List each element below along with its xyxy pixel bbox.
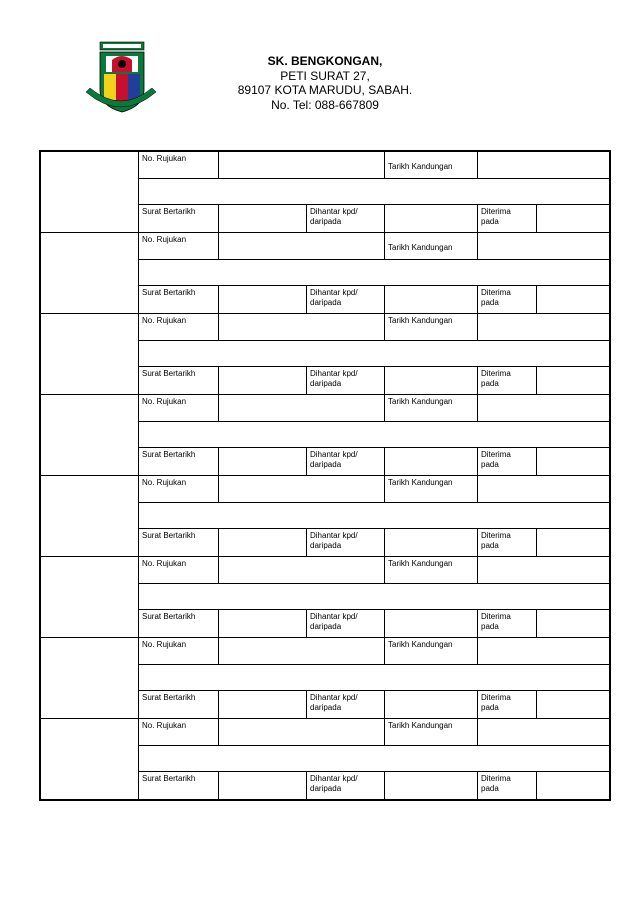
tarikh-label: Tarikh Kandungan [385,476,478,503]
dihantar-field[interactable] [385,772,478,799]
perkara-field[interactable] [139,179,611,205]
register-entry [41,394,609,475]
rujukan-field[interactable] [219,395,385,422]
entry-number-cell[interactable] [41,557,139,637]
register-entry [41,556,609,637]
surat-label: Surat Bertarikh [139,448,219,475]
rujukan-field[interactable] [219,233,385,260]
entry-number-cell[interactable] [41,152,139,232]
dihantar-label: Dihantar kpd/ daripada [307,286,385,313]
rujukan-field[interactable] [219,719,385,746]
dihantar-field[interactable] [385,367,478,394]
mail-register-table [39,150,611,801]
rujukan-label: No. Rujukan [139,152,219,179]
surat-label: Surat Bertarikh [139,610,219,637]
rujukan-label: No. Rujukan [139,395,219,422]
surat-label: Surat Bertarikh [139,367,219,394]
diterima-label: Diterima pada [478,367,537,394]
register-entry [41,152,609,232]
dihantar-label: Dihantar kpd/ daripada [307,691,385,718]
school-name: SK. BENGKONGAN, [267,54,383,68]
rujukan-label: No. Rujukan [139,233,219,260]
tarikh-label: Tarikh Kandungan [385,395,478,422]
tarikh-label: Tarikh Kandungan [385,314,478,341]
surat-field[interactable] [219,610,307,637]
tarikh-field[interactable] [478,638,611,665]
perkara-field[interactable] [139,341,611,367]
perkara-field[interactable] [139,584,611,610]
tarikh-field[interactable] [478,152,611,179]
register-entry [41,232,609,313]
entry-number-cell[interactable] [41,395,139,475]
surat-field[interactable] [219,448,307,475]
entry-number-cell[interactable] [41,233,139,313]
tarikh-label: Tarikh Kandungan [385,233,478,260]
school-crest-icon [86,38,156,124]
surat-field[interactable] [219,205,307,232]
dihantar-field[interactable] [385,529,478,556]
dihantar-field[interactable] [385,286,478,313]
dihantar-field[interactable] [385,205,478,232]
register-entry [41,313,609,394]
rujukan-label: No. Rujukan [139,719,219,746]
rujukan-label: No. Rujukan [139,476,219,503]
register-entry [41,637,609,718]
perkara-field[interactable] [139,746,611,772]
dihantar-label: Dihantar kpd/ daripada [307,529,385,556]
diterima-label: Diterima pada [478,772,537,799]
rujukan-field[interactable] [219,638,385,665]
perkara-field[interactable] [139,503,611,529]
dihantar-label: Dihantar kpd/ daripada [307,367,385,394]
diterima-label: Diterima pada [478,286,537,313]
rujukan-field[interactable] [219,152,385,179]
tarikh-field[interactable] [478,395,611,422]
tarikh-field[interactable] [478,233,611,260]
surat-field[interactable] [219,529,307,556]
surat-field[interactable] [219,286,307,313]
school-header [200,54,450,112]
tarikh-label: Tarikh Kandungan [385,557,478,584]
tarikh-label: Tarikh Kandungan [385,152,478,179]
diterima-field[interactable] [537,367,611,394]
tarikh-field[interactable] [478,557,611,584]
diterima-field[interactable] [537,529,611,556]
entry-number-cell[interactable] [41,638,139,718]
dihantar-label: Dihantar kpd/ daripada [307,610,385,637]
tarikh-label: Tarikh Kandungan [385,638,478,665]
surat-label: Surat Bertarikh [139,772,219,799]
dihantar-label: Dihantar kpd/ daripada [307,205,385,232]
tarikh-field[interactable] [478,314,611,341]
rujukan-field[interactable] [219,314,385,341]
diterima-field[interactable] [537,691,611,718]
surat-field[interactable] [219,367,307,394]
school-address-1: PETI SURAT 27, [280,68,370,83]
rujukan-label: No. Rujukan [139,638,219,665]
rujukan-label: No. Rujukan [139,557,219,584]
surat-label: Surat Bertarikh [139,691,219,718]
rujukan-label: No. Rujukan [139,314,219,341]
dihantar-field[interactable] [385,610,478,637]
entry-number-cell[interactable] [41,719,139,799]
diterima-field[interactable] [537,448,611,475]
surat-field[interactable] [219,772,307,799]
school-address-2: 89107 KOTA MARUDU, SABAH. [237,83,413,97]
dihantar-field[interactable] [385,448,478,475]
diterima-field[interactable] [537,772,611,799]
entry-number-cell[interactable] [41,314,139,394]
dihantar-label: Dihantar kpd/ daripada [307,448,385,475]
diterima-label: Diterima pada [478,529,537,556]
diterima-field[interactable] [537,610,611,637]
dihantar-field[interactable] [385,691,478,718]
diterima-field[interactable] [537,205,611,232]
diterima-field[interactable] [537,286,611,313]
surat-label: Surat Bertarikh [139,529,219,556]
entry-number-cell[interactable] [41,476,139,556]
surat-field[interactable] [219,691,307,718]
diterima-label: Diterima pada [478,205,537,232]
diterima-label: Diterima pada [478,610,537,637]
surat-label: Surat Bertarikh [139,286,219,313]
tarikh-field[interactable] [478,719,611,746]
rujukan-field[interactable] [219,557,385,584]
diterima-label: Diterima pada [478,448,537,475]
rujukan-field[interactable] [219,476,385,503]
school-phone: No. Tel: 088-667809 [271,97,379,112]
register-entry [41,718,609,799]
dihantar-label: Dihantar kpd/ daripada [307,772,385,799]
perkara-field[interactable] [139,422,611,448]
register-entry [41,475,609,556]
tarikh-field[interactable] [478,476,611,503]
tarikh-label: Tarikh Kandungan [385,719,478,746]
surat-label: Surat Bertarikh [139,205,219,232]
perkara-field[interactable] [139,665,611,691]
diterima-label: Diterima pada [478,691,537,718]
perkara-field[interactable] [139,260,611,286]
